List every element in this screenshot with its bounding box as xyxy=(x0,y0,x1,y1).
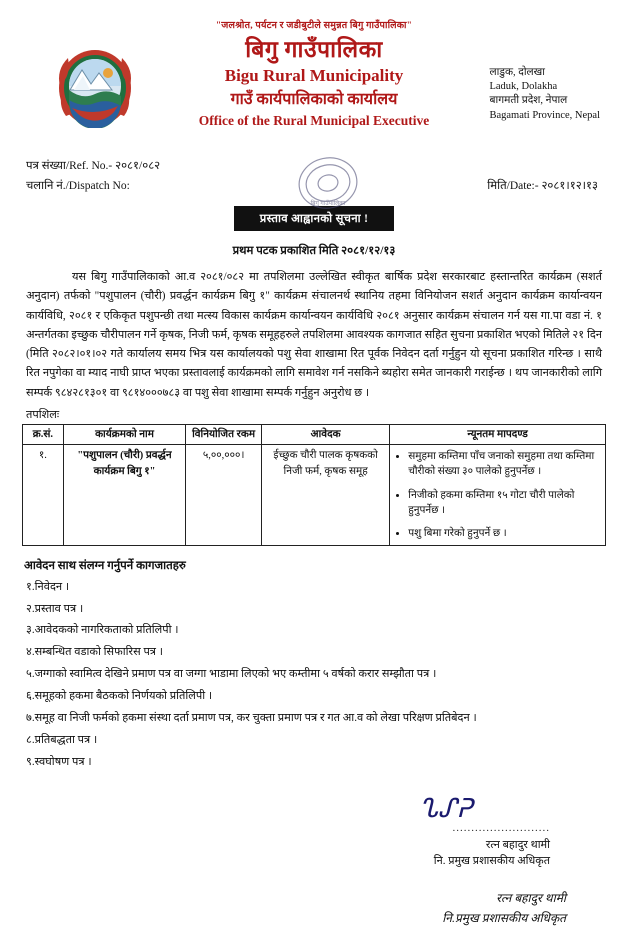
dispatch-number xyxy=(26,176,160,196)
address-line-2: Laduk, Dolakha xyxy=(489,81,558,93)
ref-number-label: पत्र संख्या/Ref. No.- xyxy=(26,160,113,172)
program-table xyxy=(22,424,606,546)
document-item: ९.स्वघोषण पत्र । xyxy=(26,755,92,768)
cell-allocated-amount: ५,००,०००। xyxy=(186,445,262,545)
office-name-nepali: गाउँ कार्यपालिकाको कार्यालय xyxy=(230,91,398,108)
office-name-english: Office of the Rural Municipal Executive xyxy=(198,113,430,128)
document-item: २.प्रस्ताव पत्र । xyxy=(26,602,84,615)
header-allocated-amount: विनियोजित रकम xyxy=(186,424,262,445)
document-item: ३.आवेदकको नागरिकताको प्रतिलिपी । xyxy=(26,624,179,637)
signatory-designation: नि. प्रमुख प्रशासकीय अधिकृत xyxy=(433,855,550,868)
date-value: २०८१।१२।१३ xyxy=(541,180,598,192)
signature-mark-icon: ᔐᔑᕈ xyxy=(419,794,472,824)
signature-dotted-line: .......................... xyxy=(452,822,550,835)
document-item: ८.प्रतिबद्धता पत्र । xyxy=(26,733,98,746)
criteria-list xyxy=(394,449,601,540)
required-documents-title: आवेदन साथ संलग्न गर्नुपर्ने कागजातहरु xyxy=(24,558,186,572)
address-line-3: बागमती प्रदेश, नेपाल xyxy=(489,95,568,107)
header-program-name: कार्यक्रमको नाम xyxy=(63,424,185,445)
municipality-emblem-icon xyxy=(56,46,134,128)
signature-block xyxy=(22,794,606,869)
notice-body-paragraph: यस बिगु गाउँपालिकाको आ.व २०८१/०८२ मा तपशिलमा उल्लेखित स्वीकृत बार्षिक प्रदेश सरकारबाट हस्तान्तरित कार्यक्रम (सशर्त अनुदान) तर्फको "पशुपालन (चौरी) प्रवर्द्धन कार्यक्रम बिगु १" कार्यक्रम संचालनर्थ स्थानिय तहमा विनियोजन सशर्त अनुदान कार्यक्रम कार्यान्वयन कार्यविधि, २०८१ र एकिकृत पशुपन्छी तथा मत्स्य विकास कार्यक्रम कार्यान्वयन कार्यविधि २०८१ अनुसार कार्यक्रम संचालन गर्न यस गा.पा वडा नं. १ अन्तर्गतका इच्छुक चौरीपालन गर्ने कृषक, निजी फर्म, कृषक समूहहरुले तपशिलमा आवश्यक कागजात सहित सुचना प्रकाशित भएको मितिले २१ दिन (मिति २०८२।०१।०२ गते कार्यालय समय भित्र यस कार्यालयको पशु सेवा शाखामा रित पूर्वक निवेदन दर्ता गर्नुहुन यो सूचना प्रकाशित गरिन्छ । साथै रित नपुगेका वा म्याद नाघी प्राप्त भएका प्रस्तावलाई कार्यक्रमको लागि समावेश गर्न नसकिने ब्यहोरा समेत जानकारी गराईन्छ । थप जानकारीको लागि सम्पर्क ९८४२८१३०१ वा ९८१४०००७८३ वा पशु सेवा शाखामा सम्पर्क गर्नुहुन अनुरोध छ । xyxy=(26,271,602,399)
details-label: तपशिलः xyxy=(26,408,60,421)
criteria-item: • समुहमा कम्तिमा पाँच जनाको समुहमा तथा कम्तिमा चौरीको संख्या ३० पालेको हुनुपर्नेछ । xyxy=(408,449,601,479)
stamp-text: बिगु गाउँपालिका xyxy=(310,201,346,207)
ref-number-value: २०८१/०८२ xyxy=(115,160,161,172)
reference-left xyxy=(26,156,160,196)
header-applicant: आवेदक xyxy=(262,424,390,445)
dispatch-number-label: चलानि नं./Dispatch No: xyxy=(26,180,130,193)
document-header xyxy=(22,18,606,146)
date-label: मिति/Date:- xyxy=(487,180,539,192)
cell-minimum-criteria xyxy=(390,445,606,545)
address-line-4: Bagamati Province, Nepal xyxy=(489,109,600,121)
required-documents-list xyxy=(22,577,606,774)
document-item: ४.सम्बन्धित वडाको सिफारिस पत्र । xyxy=(26,646,164,659)
ref-number xyxy=(26,156,160,176)
document-item: १.निवेदन । xyxy=(26,580,70,593)
header-minimum-criteria: न्यूनतम मापदण्ड xyxy=(390,424,606,445)
document-item: ५.जग्गाको स्वामित्व देखिने प्रमाण पत्र वा जग्गा भाडामा लिएको भए कम्तीमा ५ वर्षको करार सम्झौता पत्र । xyxy=(26,668,437,681)
official-stamp-icon xyxy=(290,152,366,214)
criteria-item: • निजीको हकमा कम्तिमा १५ गोटा चौरी पालेको हुनुपर्नेछ । xyxy=(408,488,601,518)
publication-date: प्रथम पटक प्रकाशित मिति २०८१/१२/१३ xyxy=(232,245,396,257)
municipality-name-english: Bigu Rural Municipality xyxy=(224,66,404,85)
document-date xyxy=(487,178,598,193)
document-item: ६.समूहको हकमा बैठकको निर्णयको प्रतिलिपी । xyxy=(26,689,213,702)
municipality-name-nepali: बिगु गाउँपालिका xyxy=(245,37,383,62)
municipality-motto: "जलश्रोत, पर्यटन र जडीबुटीले समुन्नत बिगु गाउँपालिका" xyxy=(215,21,413,31)
cell-program-name: "पशुपालन (चौरी) प्रवर्द्धन कार्यक्रम बिगु १" xyxy=(63,445,185,545)
table-row xyxy=(23,445,606,545)
criteria-item: • पशु बिमा गरेको हुनुपर्ने छ । xyxy=(408,526,601,541)
signatory-name: रत्न बहादुर थामी xyxy=(485,838,550,851)
notice-title-banner: प्रस्ताव आह्वानको सूचना ! xyxy=(234,206,394,231)
office-address xyxy=(489,66,600,123)
handwritten-signature-block xyxy=(22,888,606,928)
cell-serial: १. xyxy=(23,445,64,545)
document-item: ७.समूह वा निजी फर्मको हकमा संस्था दर्ता प्रमाण पत्र, कर चुक्ता प्रमाण पत्र र गत आ.व को लेखा परिक्षण प्रतिबेदन । xyxy=(26,711,477,724)
address-line-1: लाडुक, दोलखा xyxy=(489,67,545,78)
header-serial: क्र.सं. xyxy=(23,424,64,445)
table-header-row xyxy=(23,424,606,445)
cell-applicant: ईच्छुक चौरी पालक कृषकको निजी फर्म, कृषक समूह xyxy=(262,445,390,545)
reference-row xyxy=(22,156,606,207)
handwritten-name: रत्न बहादुर थामी xyxy=(496,890,566,905)
handwritten-designation: नि.प्रमुख प्रशासकीय अधिकृत xyxy=(442,911,566,926)
